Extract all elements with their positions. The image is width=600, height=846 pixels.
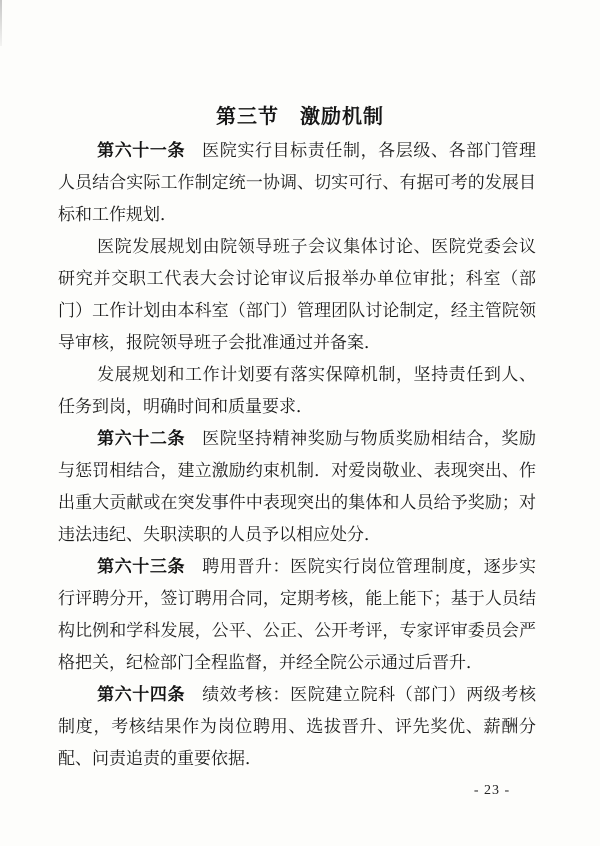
document-body bbox=[58, 135, 536, 775]
section-title: 第三节 激励机制 bbox=[216, 106, 384, 128]
paragraph-text: 绩效考核：医院建立院科（部门）两级考核制度，考核结果作为岗位聘用、选拔晋升、评先奖优、薪酬分配、问责追责的重要依据． bbox=[58, 685, 537, 768]
article-number-61: 第六十一条 bbox=[97, 141, 186, 160]
paragraph-article-63 bbox=[58, 551, 536, 679]
page-number: - 23 - bbox=[473, 783, 511, 798]
paragraph-article-64 bbox=[58, 679, 536, 775]
paragraph-plain bbox=[58, 359, 536, 423]
article-number-62: 第六十二条 bbox=[97, 429, 186, 448]
paragraph-article-61 bbox=[58, 135, 536, 231]
paragraph-text: 医院发展规划由院领导班子会议集体讨论、医院党委会议研究并交职工代表大会讨论审议后报举办单位审批；科室（部门）工作计划由本科室（部门）管理团队讨论制定，经主管院领导审核，报院领导班子会批准通过并备案． bbox=[58, 237, 536, 352]
paragraph-plain bbox=[58, 231, 536, 359]
paragraph-article-62 bbox=[58, 423, 536, 551]
paragraph-text: 医院实行目标责任制，各层级、各部门管理人员结合实际工作制定统一协调、切实可行、有据可考的发展目标和工作规划． bbox=[58, 141, 537, 224]
paragraph-text: 发展规划和工作计划要有落实保障机制，坚持责任到人、任务到岗，明确时间和质量要求． bbox=[58, 365, 536, 416]
article-number-64: 第六十四条 bbox=[97, 685, 186, 704]
article-number-63: 第六十三条 bbox=[97, 557, 186, 576]
paragraph-text: 医院坚持精神奖励与物质奖励相结合，奖励与惩罚相结合，建立激励约束机制．对爱岗敬业、表现突出、作出重大贡献或在突发事件中表现突出的集体和人员给予奖励；对违法违纪、失职渎职的人员予以相应处分． bbox=[58, 429, 537, 544]
scan-edge-artifact bbox=[0, 0, 2, 46]
paragraph-text: 聘用晋升：医院实行岗位管理制度，逐步实行评聘分开，签订聘用合同，定期考核，能上能下；基于人员结构比例和学科发展，公平、公正、公开考评，专家评审委员会严格把关，纪检部门全程监督，并经全院公示通过后晋升． bbox=[58, 557, 537, 672]
